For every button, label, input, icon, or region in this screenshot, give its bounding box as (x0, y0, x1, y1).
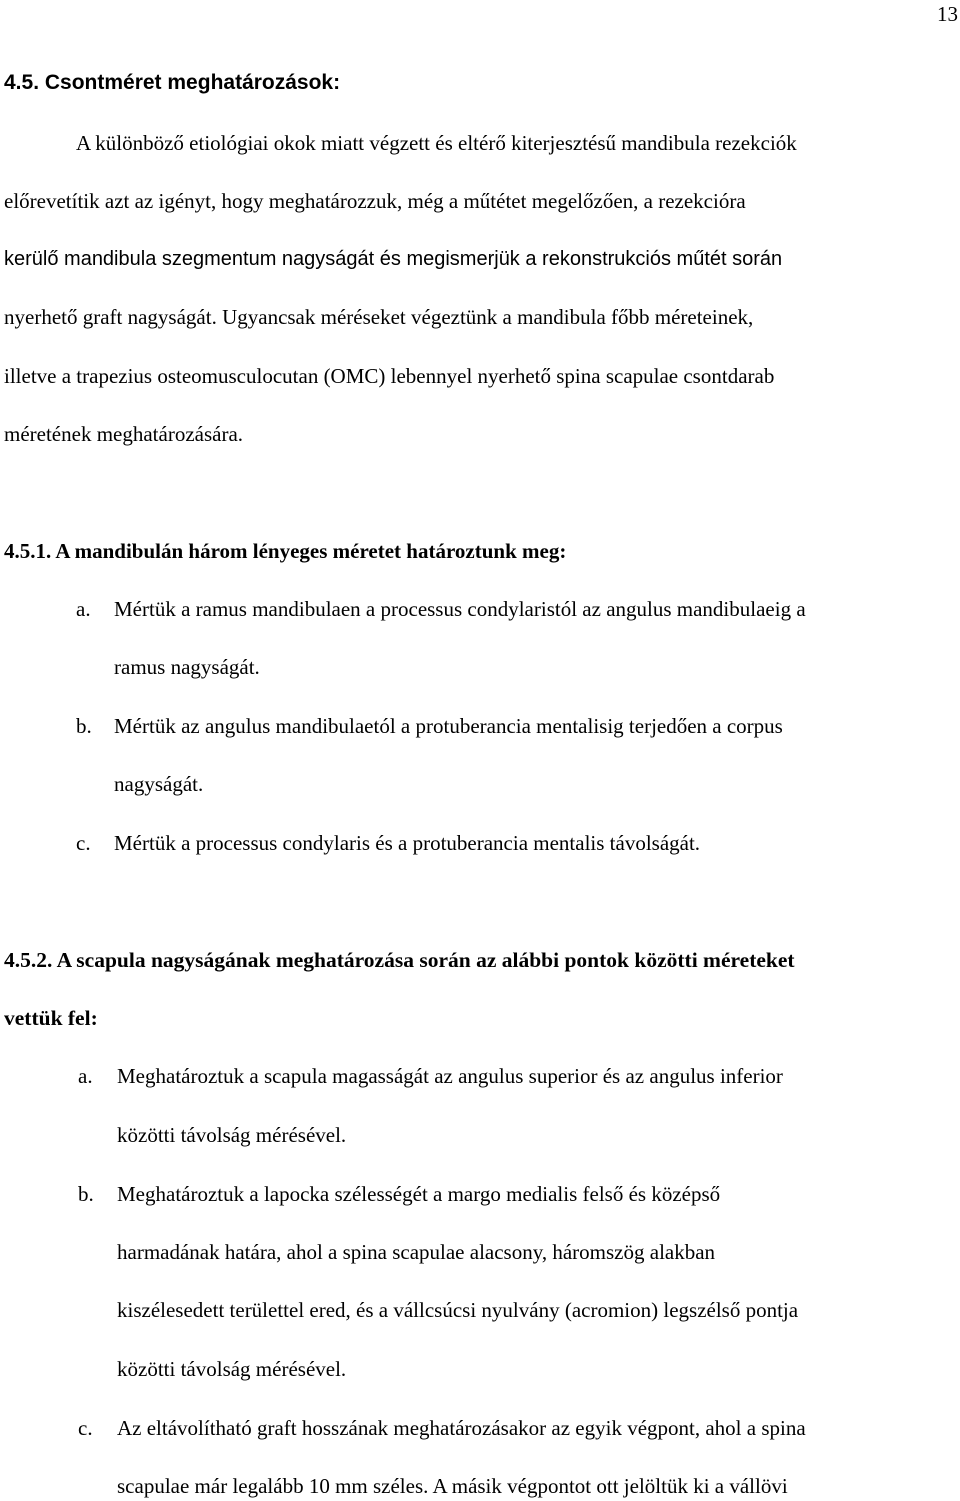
list-item-line: Az eltávolítható graft hosszának meghatározásakor az egyik végpont, ahol a spina (117, 1416, 806, 1440)
list-letter: b. (76, 714, 92, 738)
paragraph-line: illetve a trapezius osteomusculocutan (OMC) lebennyel nyerhető spina scapulae csontdarab (4, 364, 775, 388)
list-letter: a. (76, 597, 91, 621)
paragraph-line: A különböző etiológiai okok miatt végzett és eltérő kiterjesztésű mandibula rezekciók (76, 131, 797, 155)
list-letter: c. (76, 831, 91, 855)
list-letter: a. (78, 1064, 93, 1088)
paragraph-line: kerülő mandibula szegmentum nagyságát és megismerjük a rekonstrukciós műtét során (4, 248, 783, 270)
list-item-line: ramus nagyságát. (114, 655, 260, 679)
list-item-line: Meghatároztuk a lapocka szélességét a margo medialis felső és középső (117, 1182, 721, 1206)
page-number: 13 (937, 2, 958, 26)
list-item-line: Mértük a processus condylaris és a protuberancia mentalis távolságát. (114, 831, 701, 855)
list-item-line: scapulae már legalább 10 mm széles. A másik végpontot ott jelöltük ki a vállövi (117, 1474, 788, 1498)
list-item-line: kiszélesedett területtel ered, és a vállcsúcsi nyulvány (acromion) legszélső pontja (117, 1298, 799, 1322)
list-item-line: nagyságát. (114, 772, 204, 796)
paragraph-line: nyerhető graft nagyságát. Ugyancsak méréseket végeztünk a mandibula főbb méreteinek, (4, 305, 754, 329)
list-letter: b. (78, 1182, 94, 1206)
list-item-line: harmadának határa, ahol a spina scapulae alacsony, háromszög alakban (117, 1240, 716, 1264)
list-item-line: Meghatároztuk a scapula magasságát az angulus superior és az angulus inferior (117, 1064, 783, 1088)
list-letter: c. (78, 1416, 93, 1440)
list-item-line: Mértük az angulus mandibulaetól a protuberancia mentalisig terjedően a corpus (114, 714, 783, 738)
list-item-line: közötti távolság mérésével. (117, 1357, 347, 1381)
paragraph-line: előrevetítik azt az igényt, hogy meghatározzuk, még a műtétet megelőzően, a rezekcióra (4, 189, 746, 213)
paragraph-line: méretének meghatározására. (4, 422, 244, 446)
subsection-heading-cont: vettük fel: (4, 1006, 98, 1030)
list-item-line: Mértük a ramus mandibulaen a processus condylaristól az angulus mandibulaeig a (114, 597, 806, 621)
list-item-line: közötti távolság mérésével. (117, 1123, 347, 1147)
subsection-heading: 4.5.1. A mandibulán három lényeges méretet határoztunk meg: (4, 539, 567, 563)
section-heading: 4.5. Csontméret meghatározások: (4, 71, 341, 94)
subsection-heading: 4.5.2. A scapula nagyságának meghatározása során az alábbi pontok közötti méreteket (4, 948, 795, 972)
